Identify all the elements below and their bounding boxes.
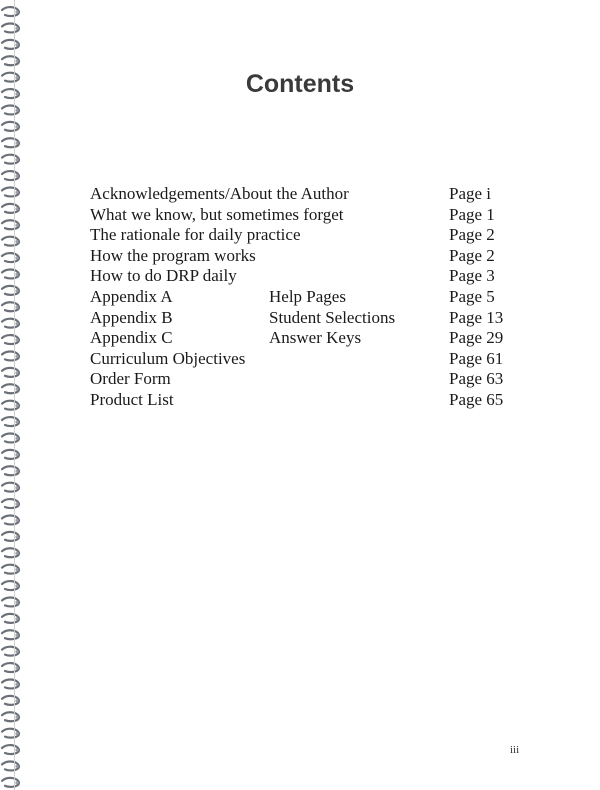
spiral-coil — [2, 188, 19, 197]
spiral-coil — [2, 319, 19, 328]
toc-entry-title: Appendix C — [90, 328, 173, 348]
toc-entry-title: Appendix A — [90, 286, 173, 306]
toc-entry-title: Appendix B — [90, 307, 173, 327]
spiral-binding-icon — [0, 0, 26, 790]
toc-entry-title: The rationale for daily practice — [90, 225, 301, 245]
spiral-coil — [2, 532, 19, 541]
spiral-coil — [2, 204, 19, 213]
spiral-coil — [2, 630, 19, 639]
spiral-coil — [2, 778, 19, 787]
page-edge — [14, 0, 15, 790]
spiral-coil — [2, 352, 19, 361]
toc-row — [90, 266, 530, 287]
spiral-coil — [2, 368, 19, 377]
spiral-coil — [2, 40, 19, 49]
spiral-coil — [2, 762, 19, 771]
toc-row — [90, 308, 530, 329]
toc-row — [90, 349, 530, 370]
page-number: iii — [510, 744, 520, 756]
spiral-coil — [2, 401, 19, 410]
toc-entry-title: Order Form — [90, 369, 171, 389]
toc-entry-page: Page 2 — [449, 225, 495, 245]
toc-entry-page: Page 63 — [449, 369, 504, 389]
spiral-coil — [2, 24, 19, 33]
spiral-coil — [2, 384, 19, 393]
spiral-coil — [2, 417, 19, 426]
spiral-coil — [2, 680, 19, 689]
spiral-coil — [2, 253, 19, 262]
toc-entry-subtitle: Help Pages — [269, 286, 346, 306]
table-of-contents — [90, 184, 530, 411]
spiral-coil — [2, 56, 19, 65]
spiral-coil — [2, 581, 19, 590]
spiral-coil — [2, 548, 19, 557]
toc-entry-page: Page 5 — [449, 286, 495, 306]
toc-entry-page: Page 65 — [449, 389, 504, 409]
toc-row — [90, 390, 530, 411]
toc-row — [90, 246, 530, 267]
toc-entry-title: How the program works — [90, 245, 256, 265]
toc-entry-page: Page 13 — [449, 307, 504, 327]
spiral-coil — [2, 745, 19, 754]
spiral-coil — [2, 647, 19, 656]
spiral-coil — [2, 286, 19, 295]
spiral-coil — [2, 138, 19, 147]
spiral-coil — [2, 614, 19, 623]
spiral-coil — [2, 270, 19, 279]
toc-entry-subtitle: Student Selections — [269, 307, 396, 327]
toc-row — [90, 287, 530, 308]
toc-entry-page: Page 3 — [449, 266, 495, 286]
spiral-coil — [2, 663, 19, 672]
toc-entry-title: Curriculum Objectives — [90, 348, 246, 368]
spiral-coil — [2, 434, 19, 443]
toc-entry-title: How to do DRP daily — [90, 266, 237, 286]
spiral-coil — [2, 106, 19, 115]
toc-entry-title: What we know, but sometimes forget — [90, 204, 344, 224]
toc-entry-page: Page i — [449, 184, 492, 203]
toc-row — [90, 184, 530, 205]
spiral-coil — [2, 155, 19, 164]
spiral-coil — [2, 302, 19, 311]
toc-row — [90, 328, 530, 349]
toc-entry-page: Page 1 — [449, 204, 495, 224]
spiral-coil — [2, 466, 19, 475]
toc-row — [90, 205, 530, 226]
spiral-coil — [2, 171, 19, 180]
spiral-coil — [2, 499, 19, 508]
toc-entry-page: Page 61 — [449, 348, 504, 368]
spiral-coil — [2, 729, 19, 738]
page-title: Contents — [245, 70, 355, 98]
toc-entry-page: Page 29 — [449, 328, 504, 348]
spiral-coil — [2, 712, 19, 721]
spiral-coil — [2, 598, 19, 607]
spiral-coil — [2, 335, 19, 344]
toc-entry-title: Acknowledgements/About the Author — [90, 184, 349, 203]
spiral-coil — [2, 696, 19, 705]
toc-row — [90, 225, 530, 246]
toc-entry-title: Product List — [90, 389, 174, 409]
toc-row — [90, 369, 530, 390]
spiral-coil — [2, 516, 19, 525]
spiral-coil — [2, 7, 19, 16]
toc-entry-page: Page 2 — [449, 245, 495, 265]
spiral-coil — [2, 122, 19, 131]
spiral-coil — [2, 565, 19, 574]
spiral-coil — [2, 450, 19, 459]
spiral-coil — [2, 237, 19, 246]
toc-entry-subtitle: Answer Keys — [269, 328, 362, 348]
spiral-coil — [2, 483, 19, 492]
spiral-coil — [2, 220, 19, 229]
